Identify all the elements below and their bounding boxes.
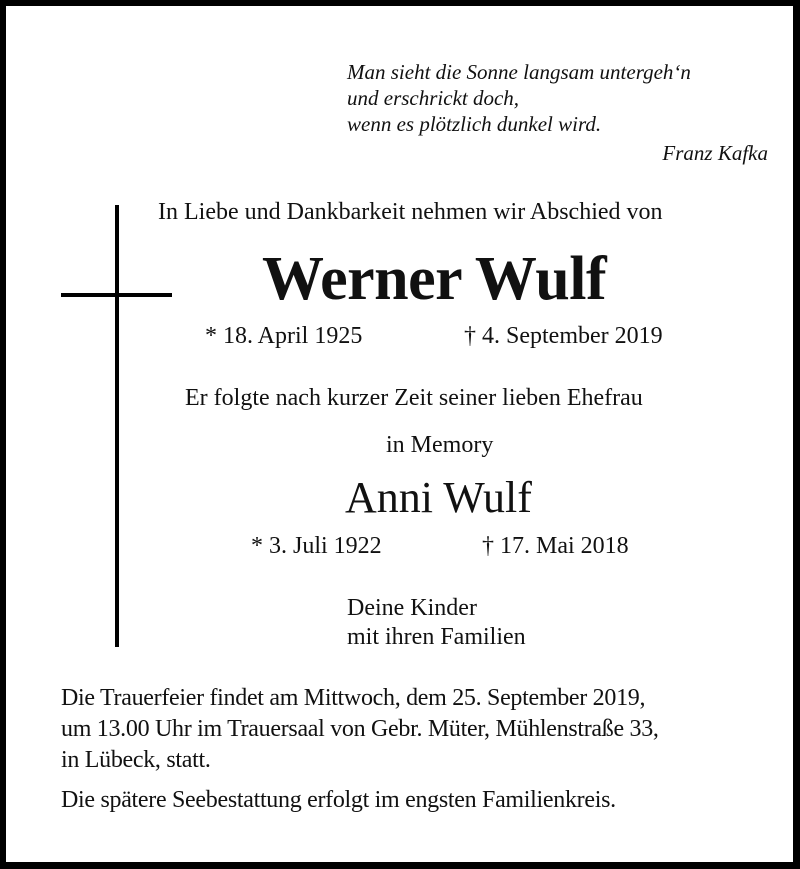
service-info-line: Die Trauerfeier findet am Mittwoch, dem 25. September 2019, bbox=[61, 685, 646, 711]
quote-line: und erschrickt doch, bbox=[347, 86, 520, 110]
deceased-secondary-name: Anni Wulf bbox=[345, 473, 532, 522]
quote-line: wenn es plötzlich dunkel wird. bbox=[347, 112, 602, 136]
deceased-primary-death: † 4. September 2019 bbox=[464, 323, 663, 349]
cross-horizontal-bar bbox=[61, 293, 172, 297]
quote-line: Man sieht die Sonne langsam untergeh‘n bbox=[347, 60, 691, 84]
signature-line: mit ihren Familien bbox=[347, 624, 526, 650]
intro-text: In Liebe und Dankbarkeit nehmen wir Abschied von bbox=[158, 199, 663, 225]
service-info-line: um 13.00 Uhr im Trauersaal von Gebr. Müter, Mühlenstraße 33, bbox=[61, 716, 659, 742]
memory-text: in Memory bbox=[386, 432, 494, 458]
deceased-secondary-birth: * 3. Juli 1922 bbox=[251, 533, 382, 559]
quote-author: Franz Kafka bbox=[662, 141, 768, 165]
deceased-secondary-death: † 17. Mai 2018 bbox=[482, 533, 629, 559]
deceased-primary-birth: * 18. April 1925 bbox=[205, 323, 363, 349]
service-info-line: in Lübeck, statt. bbox=[61, 747, 211, 773]
cross-vertical-bar bbox=[115, 205, 119, 647]
burial-note: Die spätere Seebestattung erfolgt im engsten Familienkreis. bbox=[61, 787, 616, 813]
signature-line: Deine Kinder bbox=[347, 595, 477, 621]
deceased-primary-name: Werner Wulf bbox=[262, 245, 607, 313]
followed-text: Er folgte nach kurzer Zeit seiner lieben Ehefrau bbox=[185, 385, 643, 411]
